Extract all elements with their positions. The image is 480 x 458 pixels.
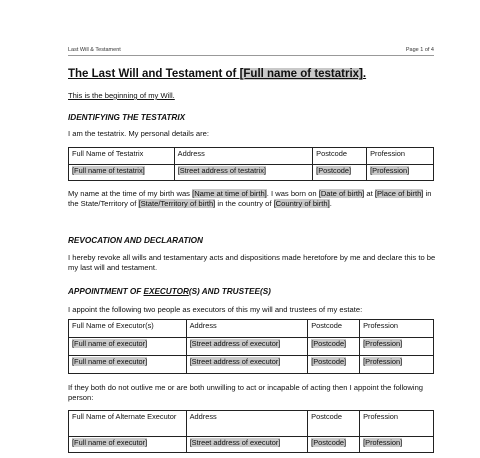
executor-postcode-cell[interactable] [308, 338, 360, 356]
field-placeholder: [Full name of executor] [72, 438, 148, 447]
birth-details-paragraph [68, 189, 440, 208]
alternate-executor-profession-cell[interactable] [360, 437, 434, 453]
birth-place-field[interactable]: [Place of birth] [374, 189, 424, 198]
field-placeholder: [Full name of executor] [72, 357, 148, 366]
table-header: Full Name of Executor(s) [69, 320, 187, 338]
heading-run: APPOINTMENT OF [68, 287, 144, 296]
table-header: Profession [360, 411, 434, 437]
executor-address-cell[interactable] [186, 356, 308, 374]
executors-table [68, 319, 434, 374]
testatrix-address-cell[interactable] [174, 165, 313, 181]
table-row [69, 356, 434, 374]
executor-postcode-cell[interactable] [308, 356, 360, 374]
executors-text: I appoint the following two people as executors of this my will and trustees of my estate: [68, 305, 363, 314]
field-placeholder: [Postcode] [311, 438, 347, 447]
field-placeholder: [Profession] [363, 339, 403, 348]
section-heading-executors [68, 287, 271, 296]
text-run: in the country of [215, 198, 274, 208]
revocation-text: I hereby revoke all wills and testamentary acts and dispositions made heretofore by me and declare this to be my last will and testament. [68, 253, 436, 272]
executor-profession-cell[interactable] [360, 356, 434, 374]
testatrix-table [68, 147, 434, 181]
page-header [68, 47, 434, 53]
alternate-executor-address-cell[interactable] [186, 437, 308, 453]
executor-name-cell[interactable] [69, 338, 187, 356]
table-header: Address [174, 148, 313, 165]
identifying-text: I am the testatrix. My personal details are: [68, 129, 209, 138]
title-suffix: . [362, 68, 367, 80]
table-header: Full Name of Alternate Executor [69, 411, 187, 437]
testatrix-postcode-cell[interactable] [313, 165, 367, 181]
title-prefix: The Last Will and Testament of [68, 68, 240, 80]
table-header-row [69, 411, 434, 437]
field-placeholder: [Full name of testatrix] [72, 166, 145, 175]
table-header: Address [186, 320, 308, 338]
field-placeholder: [Street address of executor] [189, 339, 281, 348]
alternate-executor-name-cell[interactable] [69, 437, 187, 453]
table-row [69, 338, 434, 356]
table-header: Profession [367, 148, 434, 165]
field-placeholder: [Profession] [363, 357, 403, 366]
heading-run: EXECUTOR [143, 287, 189, 296]
text-run: My name at the time of my birth was [68, 189, 193, 198]
text-run: . I was born on [266, 189, 319, 198]
document-title [68, 68, 366, 80]
testatrix-profession-cell[interactable] [367, 165, 434, 181]
header-title: Last Will & Testament [68, 47, 121, 53]
birth-country-field[interactable]: [Country of birth] [273, 198, 330, 208]
field-placeholder: [Full name of executor] [72, 339, 148, 348]
table-header: Postcode [313, 148, 367, 165]
table-header: Postcode [308, 320, 360, 338]
table-header-row [69, 320, 434, 338]
field-placeholder: [Street address of testatrix] [177, 166, 266, 175]
alternate-executor-postcode-cell[interactable] [308, 437, 360, 453]
text-run: . [329, 198, 332, 208]
table-header: Profession [360, 320, 434, 338]
heading-run: (S) AND TRUSTEE(S) [188, 287, 271, 296]
table-header: Postcode [308, 411, 360, 437]
executor-profession-cell[interactable] [360, 338, 434, 356]
table-header-row [69, 148, 434, 165]
table-header: Full Name of Testatrix [69, 148, 175, 165]
birth-name-field[interactable]: [Name at time of birth] [192, 189, 267, 198]
alternate-executor-table [68, 410, 434, 453]
header-divider [68, 55, 434, 56]
field-placeholder: [Postcode] [311, 339, 347, 348]
field-placeholder: [Profession] [370, 166, 410, 175]
section-heading-revocation: REVOCATION AND DECLARATION [68, 236, 203, 245]
testatrix-name-cell[interactable] [69, 165, 175, 181]
table-header: Address [186, 411, 308, 437]
field-placeholder: [Street address of executor] [189, 357, 281, 366]
table-row [69, 165, 434, 181]
testatrix-name-field[interactable]: [Full name of testatrix] [239, 68, 363, 80]
executor-name-cell[interactable] [69, 356, 187, 374]
text-run: in the State/Territory of [68, 189, 432, 208]
field-placeholder: [Postcode] [316, 166, 352, 175]
field-placeholder: [Postcode] [311, 357, 347, 366]
field-placeholder: [Street address of executor] [189, 438, 281, 447]
birth-date-field[interactable]: [Date of birth] [318, 189, 365, 198]
alternate-executor-text: If they both do not outlive me or are both unwilling to act or incapable of acting then I appoint the following person: [68, 383, 424, 402]
section-heading-identifying: IDENTIFYING THE TESTATRIX [68, 113, 186, 122]
intro-text: This is the beginning of my Will. [68, 91, 175, 100]
executor-address-cell[interactable] [186, 338, 308, 356]
text-run: at [364, 189, 375, 198]
birth-state-field[interactable]: [State/Territory of birth] [138, 198, 216, 208]
page-number: Page 1 of 4 [405, 47, 434, 53]
table-row [69, 437, 434, 453]
field-placeholder: [Profession] [363, 438, 403, 447]
